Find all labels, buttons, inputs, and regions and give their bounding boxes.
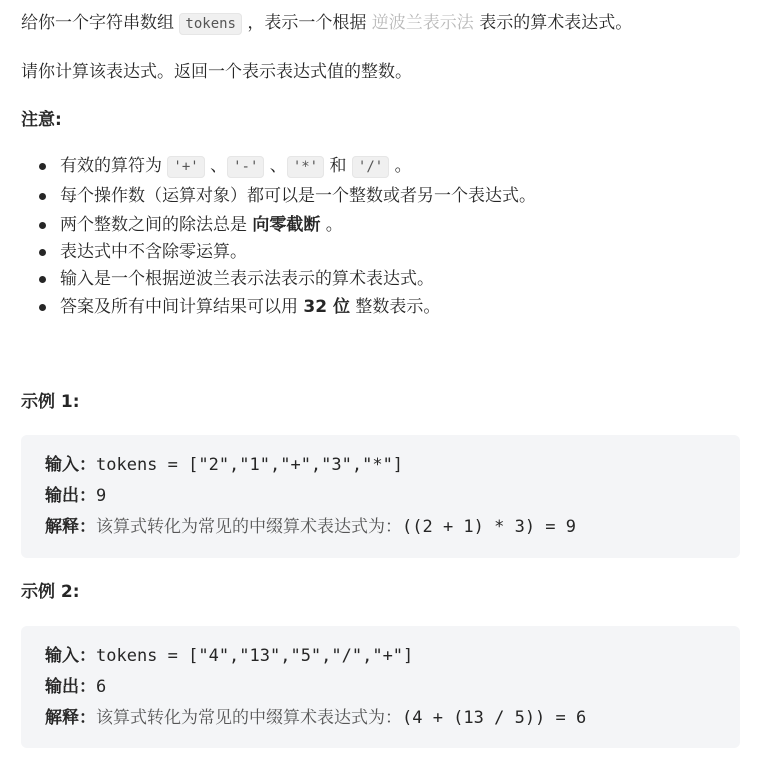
rpn-link[interactable]: 逆波兰表示法 — [371, 13, 474, 33]
example-2-heading: 示例 2: — [21, 582, 80, 602]
notes-heading: 注意: — [21, 110, 62, 130]
example-output-line: 输出：9 — [45, 486, 107, 506]
intro-paragraph-2: 请你计算该表达式。返回一个表示表达式值的整数。 — [21, 62, 412, 82]
inline-code-minus: '-' — [227, 156, 264, 178]
bold-text: 32 位 — [303, 297, 350, 317]
list-item: 有效的算符为 '+' 、 '-' 、 '*' 和 '/' 。 — [60, 156, 412, 176]
example-explain-line: 解释：该算式转化为常见的中缀算术表达式为：((2 + 1) * 3) = 9 — [45, 517, 576, 537]
list-item: 两个整数之间的除法总是 向零截断 。 — [60, 215, 343, 235]
bold-text: 向零截断 — [252, 215, 321, 235]
inline-code-plus: '+' — [167, 156, 204, 178]
example-output-line: 输出：6 — [45, 677, 107, 697]
example-2-code-block — [21, 626, 740, 748]
list-item: 每个操作数（运算对象）都可以是一个整数或者另一个表达式。 — [60, 186, 536, 206]
example-1-code-block — [21, 435, 740, 558]
intro-paragraph-1 — [21, 11, 632, 36]
inline-code-tokens: tokens — [179, 13, 242, 35]
inline-code-divide: '/' — [352, 156, 389, 178]
example-input-line: 输入：tokens = ["4","13","5","/","+"] — [45, 646, 414, 666]
example-input-line: 输入：tokens = ["2","1","+","3","*"] — [45, 455, 404, 475]
inline-code-multiply: '*' — [287, 156, 324, 178]
list-item: 输入是一个根据逆波兰表示法表示的算术表达式。 — [60, 269, 434, 289]
intro-text: 表示的算术表达式。 — [473, 13, 633, 33]
example-explain-line: 解释：该算式转化为常见的中缀算术表达式为：(4 + (13 / 5)) = 6 — [45, 708, 587, 728]
list-item: 答案及所有中间计算结果可以用 32 位 整数表示。 — [60, 297, 441, 317]
example-1-heading: 示例 1: — [21, 392, 80, 412]
intro-text: 给你一个字符串数组 — [21, 13, 180, 33]
intro-text: ，表示一个根据 — [241, 13, 372, 33]
list-item: 表达式中不含除零运算。 — [60, 242, 247, 262]
